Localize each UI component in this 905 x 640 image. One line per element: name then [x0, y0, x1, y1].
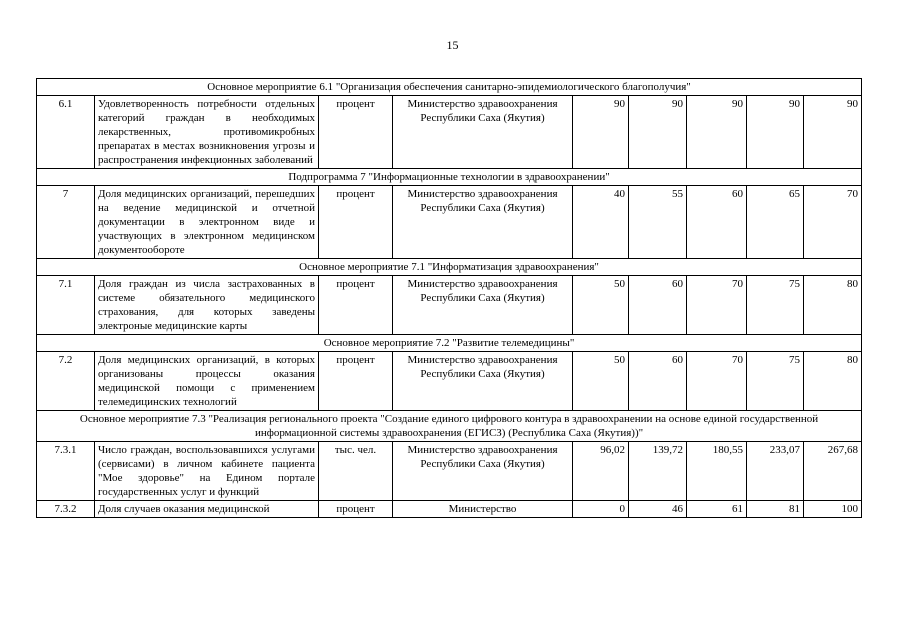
indicators-table — [36, 78, 862, 518]
year-value: 60 — [629, 352, 687, 411]
indicator-name: Число граждан, воспользовавшихся услугами (сервисами) в личном кабинете пациента "Мое здоровье" на Едином портале государственных услуг и функций — [95, 442, 319, 501]
year-value: 70 — [804, 186, 862, 259]
year-value: 90 — [747, 96, 804, 169]
year-value: 81 — [747, 501, 804, 518]
indicators-table-body — [37, 79, 862, 518]
section-row — [37, 335, 862, 352]
indicator-name: Доля медицинских организаций, перешедших на ведение медицинской и отчетной документации в электронном виде и участвующих в электронном медицинском документообороте — [95, 186, 319, 259]
year-value: 70 — [687, 276, 747, 335]
section-title: Основное мероприятие 7.1 "Информатизация здравоохранения" — [37, 259, 862, 276]
year-value: 267,68 — [804, 442, 862, 501]
year-value: 180,55 — [687, 442, 747, 501]
indicator-number: 6.1 — [37, 96, 95, 169]
responsible-executor: Министерство здравоохранения Республики Саха (Якутия) — [393, 352, 573, 411]
section-row — [37, 169, 862, 186]
indicator-name: Доля случаев оказания медицинской — [95, 501, 319, 518]
year-value: 75 — [747, 276, 804, 335]
section-row — [37, 411, 862, 442]
unit-of-measure: процент — [319, 186, 393, 259]
section-title: Подпрограмма 7 "Информационные технологии в здравоохранении" — [37, 169, 862, 186]
indicator-name: Доля граждан из числа застрахованных в системе обязательного медицинского страхования, для которых заведены электроные медицинские карты — [95, 276, 319, 335]
indicator-name: Доля медицинских организаций, в которых организованы процессы оказания медицинской помощи с применением телемедицинских технологий — [95, 352, 319, 411]
indicator-name: Удовлетворенность потребности отдельных категорий граждан в необходимых лекарственных, противомикробных препаратах в местах возникновения угрозы и распространения инфекционных заболеваний — [95, 96, 319, 169]
year-value: 70 — [687, 352, 747, 411]
unit-of-measure: тыс. чел. — [319, 442, 393, 501]
year-value: 80 — [804, 352, 862, 411]
responsible-executor: Министерство здравоохранения Республики Саха (Якутия) — [393, 96, 573, 169]
year-value: 61 — [687, 501, 747, 518]
section-title: Основное мероприятие 7.2 "Развитие телемедицины" — [37, 335, 862, 352]
section-row — [37, 79, 862, 96]
year-value: 90 — [804, 96, 862, 169]
table-row — [37, 352, 862, 411]
unit-of-measure: процент — [319, 276, 393, 335]
section-title: Основное мероприятие 6.1 "Организация обеспечения санитарно-эпидемиологического благополучия" — [37, 79, 862, 96]
table-row — [37, 442, 862, 501]
indicator-number: 7.3.1 — [37, 442, 95, 501]
year-value: 96,02 — [573, 442, 629, 501]
year-value: 233,07 — [747, 442, 804, 501]
responsible-executor: Министерство здравоохранения Республики Саха (Якутия) — [393, 186, 573, 259]
year-value: 100 — [804, 501, 862, 518]
year-value: 90 — [629, 96, 687, 169]
page-number: 15 — [446, 38, 459, 52]
unit-of-measure: процент — [319, 352, 393, 411]
year-value: 75 — [747, 352, 804, 411]
table-row — [37, 96, 862, 169]
year-value: 60 — [629, 276, 687, 335]
year-value: 139,72 — [629, 442, 687, 501]
year-value: 50 — [573, 352, 629, 411]
year-value: 0 — [573, 501, 629, 518]
unit-of-measure: процент — [319, 501, 393, 518]
year-value: 90 — [687, 96, 747, 169]
responsible-executor: Министерство здравоохранения Республики Саха (Якутия) — [393, 442, 573, 501]
section-row — [37, 259, 862, 276]
responsible-executor: Министерство — [393, 501, 573, 518]
year-value: 55 — [629, 186, 687, 259]
unit-of-measure: процент — [319, 96, 393, 169]
table-row — [37, 501, 862, 518]
table-row — [37, 276, 862, 335]
table-row — [37, 186, 862, 259]
section-title: Основное мероприятие 7.3 "Реализация регионального проекта "Создание единого цифрового контура в здравоохранении на основе единой государственной информационной системы здравоохранения (ЕГИСЗ) (Республика Саха (Якутия))" — [37, 411, 862, 442]
indicator-number: 7.1 — [37, 276, 95, 335]
year-value: 40 — [573, 186, 629, 259]
indicator-number: 7.2 — [37, 352, 95, 411]
year-value: 80 — [804, 276, 862, 335]
year-value: 65 — [747, 186, 804, 259]
year-value: 60 — [687, 186, 747, 259]
responsible-executor: Министерство здравоохранения Республики Саха (Якутия) — [393, 276, 573, 335]
year-value: 46 — [629, 501, 687, 518]
indicator-number: 7 — [37, 186, 95, 259]
year-value: 90 — [573, 96, 629, 169]
indicator-number: 7.3.2 — [37, 501, 95, 518]
year-value: 50 — [573, 276, 629, 335]
